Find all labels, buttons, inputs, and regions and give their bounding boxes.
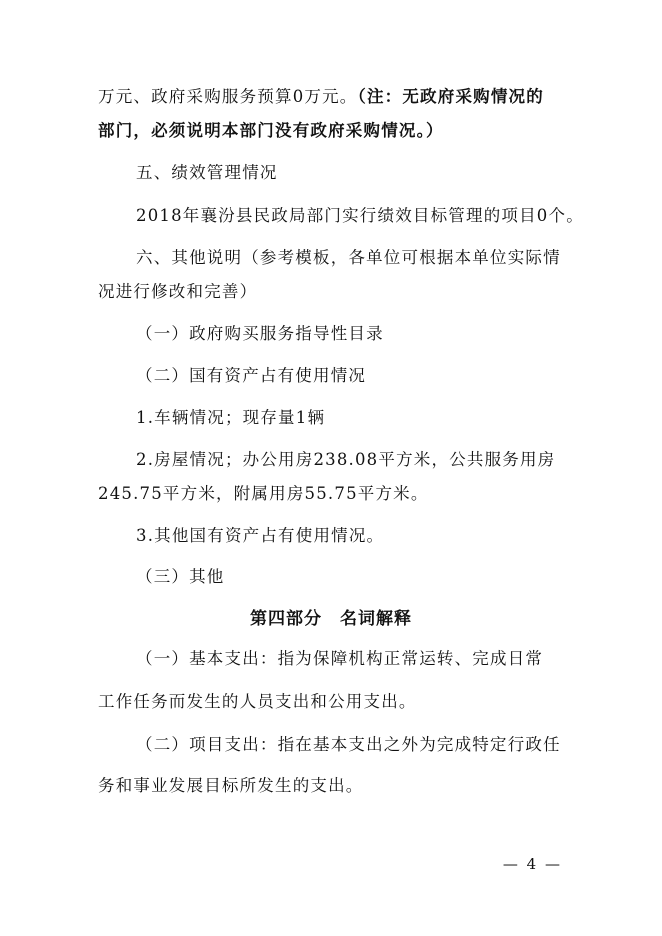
budget-text: 万元、政府采购服务预算0万元。	[98, 87, 358, 106]
definition-project-expenditure: （二）项目支出：指在基本支出之外为完成特定行政任	[136, 735, 561, 754]
section-5-body: 2018年襄汾县民政局部门实行绩效目标管理的项目0个。	[136, 206, 584, 225]
note-text: （注：无政府采购情况的	[357, 87, 544, 106]
item-housing: 2.房屋情况；办公用房238.08平方米，公共服务用房	[136, 450, 556, 469]
definition-project-expenditure-continued: 务和事业发展目标所发生的支出。	[98, 776, 364, 795]
section-6-title: 六、其他说明（参考模板，各单位可根据本单位实际情	[136, 248, 561, 267]
part-4-heading: 第四部分 名词解释	[250, 609, 412, 629]
subsection-6-1: （一）政府购买服务指导性目录	[136, 324, 384, 343]
item-vehicles: 1.车辆情况；现存量1辆	[136, 408, 326, 427]
definition-basic-expenditure-continued: 工作任务而发生的人员支出和公用支出。	[98, 692, 417, 711]
section-6-title-continued: 况进行修改和完善）	[98, 282, 258, 301]
paragraph-line	[98, 86, 544, 108]
section-5-title: 五、绩效管理情况	[136, 163, 278, 182]
item-other-assets: 3.其他国有资产占有使用情况。	[136, 526, 385, 545]
subsection-6-2: （二）国有资产占有使用情况	[136, 366, 367, 385]
note-text-continued: 部门，必须说明本部门没有政府采购情况。）	[98, 121, 444, 140]
page-number: — 4 —	[502, 855, 562, 873]
subsection-6-3: （三）其他	[136, 567, 225, 586]
definition-basic-expenditure: （一）基本支出：指为保障机构正常运转、完成日常	[136, 649, 544, 668]
item-housing-continued: 245.75平方米，附属用房55.75平方米。	[98, 484, 429, 503]
